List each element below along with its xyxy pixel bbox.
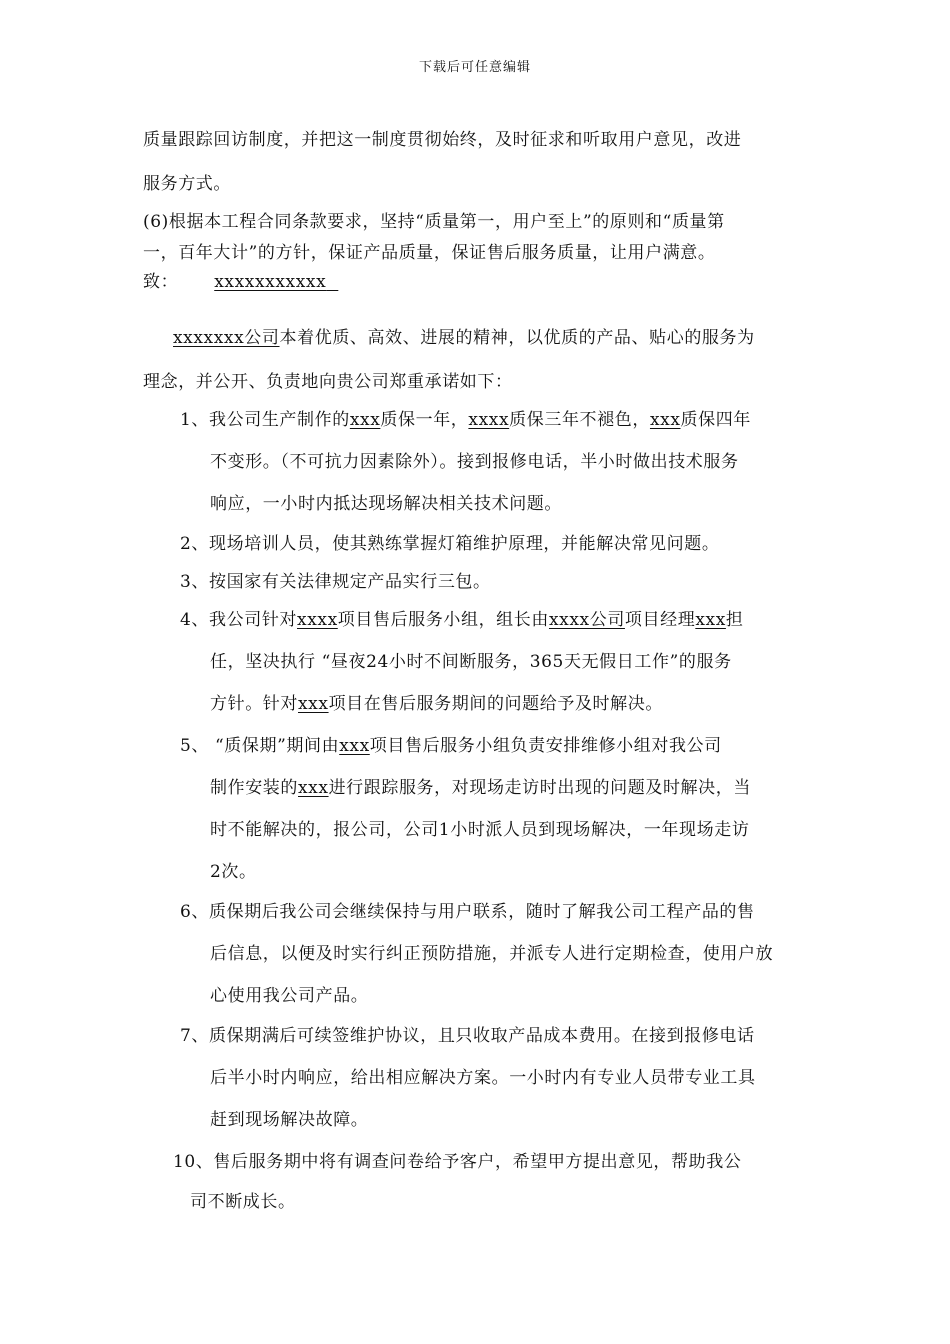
commitment-intro-line-2: 理念，并公开、负责地向贵公司郑重承诺如下： (143, 372, 513, 392)
item-4-line-3 (210, 694, 663, 714)
item-5-line-2 (210, 778, 751, 798)
item-7-line-2: 后半小时内响应，给出相应解决方案。一小时内有专业人员带专业工具 (210, 1068, 756, 1088)
item-6-line-3: 心使用我公司产品。 (210, 986, 369, 1006)
item-1-text-c: 质保三年不褪色， (509, 410, 650, 430)
item-4-line-2: 任，坚决执行 “昼夜24小时不间断服务，365天无假日工作”的服务 (210, 652, 732, 672)
item-4-text-b: 项目售后服务小组，组长由 (337, 610, 549, 630)
item-1-line-3: 响应，一小时内抵达现场解决相关技术问题。 (210, 494, 562, 514)
item-1-line-2: 不变形。（不可抗力因素除外）。接到报修电话，半小时做出技术服务 (210, 452, 739, 472)
item-4-line-3-text-a: 方针。针对 (210, 694, 298, 714)
item-4-placeholder-3: xxx (695, 610, 726, 630)
item-1-text-d: 质保四年 (680, 410, 751, 430)
item-5-placeholder-1: xxx (339, 736, 370, 756)
item-10-line-2: 司不断成长。 (190, 1192, 296, 1212)
item-10-line-1: 10、售后服务期中将有调查问卷给予客户，希望甲方提出意见，帮助我公 (173, 1152, 742, 1172)
item-3-line: 3、按国家有关法律规定产品实行三包。 (180, 572, 491, 592)
item-1-placeholder-3: xxx (649, 410, 681, 430)
item-7-line-1: 7、质保期满后可续签维护协议，且只收取产品成本费用。在接到报修电话 (180, 1026, 755, 1046)
intro-line-1: 质量跟踪回访制度，并把这一制度贯彻始终，及时征求和听取用户意见，改进 (143, 130, 742, 150)
addressee-name: xxxxxxxxxxx (214, 272, 327, 292)
item-4-text-c: 项目经理 (624, 610, 696, 630)
item-5-text-b: 项目售后服务小组负责安排维修小组对我公司 (369, 736, 722, 756)
item-1-line-1 (180, 410, 751, 430)
item-4-text-a: 4、我公司针对 (180, 610, 298, 630)
addressee-label: 致： (143, 272, 179, 292)
item-1-text-a: 1、我公司生产制作的 (180, 410, 350, 430)
item-5-line-2-placeholder: xxx (298, 778, 329, 798)
item-6-line-1: 6、质保期后我公司会继续保持与用户联系，随时了解我公司工程产品的售 (180, 902, 755, 922)
item-5-line-2-text-a: 制作安装的 (210, 778, 298, 798)
item-4-placeholder-1: xxxx (297, 610, 338, 630)
item-2-line: 2、现场培训人员，使其熟练掌握灯箱维护原理，并能解决常见问题。 (180, 534, 720, 554)
item-4-line-3-placeholder: xxx (298, 694, 329, 714)
item-7-line-3: 赶到现场解决故障。 (210, 1110, 369, 1130)
item-4-line-1 (180, 610, 744, 630)
item-5-text-a: 5、 “质保期”期间由 (180, 736, 340, 756)
item-5-line-3: 时不能解决的，报公司，公司1小时派人员到现场解决，一年现场走访 (210, 820, 750, 840)
item-1-placeholder-2: xxxx (468, 410, 510, 430)
page-header: 下载后可任意编辑 (418, 60, 531, 75)
item-1-text-b: 质保一年， (380, 410, 469, 430)
item-5-line-1 (180, 736, 722, 756)
item-4-line-3-text-b: 项目在售后服务期间的问题给予及时解决。 (328, 694, 663, 714)
item-5-line-4: 2次。 (210, 862, 257, 882)
addressee-line (143, 272, 338, 292)
item-1-placeholder-1: xxx (349, 410, 381, 430)
intro-line-2: 服务方式。 (143, 174, 231, 194)
commitment-intro-text: 本着优质、高效、进展的精神，以优质的产品、贴心的服务为 (279, 328, 755, 348)
item-5-line-2-text-b: 进行跟踪服务，对现场走访时出现的问题及时解决，当 (328, 778, 751, 798)
item-4-text-d: 担 (725, 610, 744, 630)
intro-line-3: (6)根据本工程合同条款要求，坚持“质量第一，用户至上”的原则和“质量第 (143, 212, 725, 232)
item-6-line-2: 后信息，以便及时实行纠正预防措施，并派专人进行定期检查，使用户放 (210, 944, 774, 964)
intro-line-4: 一，百年大计”的方针，保证产品质量，保证售后服务质量，让用户满意。 (143, 243, 716, 263)
commitment-intro-line-1 (173, 328, 755, 348)
item-4-placeholder-2: xxxx公司 (548, 610, 625, 630)
company-name: xxxxxxx公司 (173, 328, 280, 348)
